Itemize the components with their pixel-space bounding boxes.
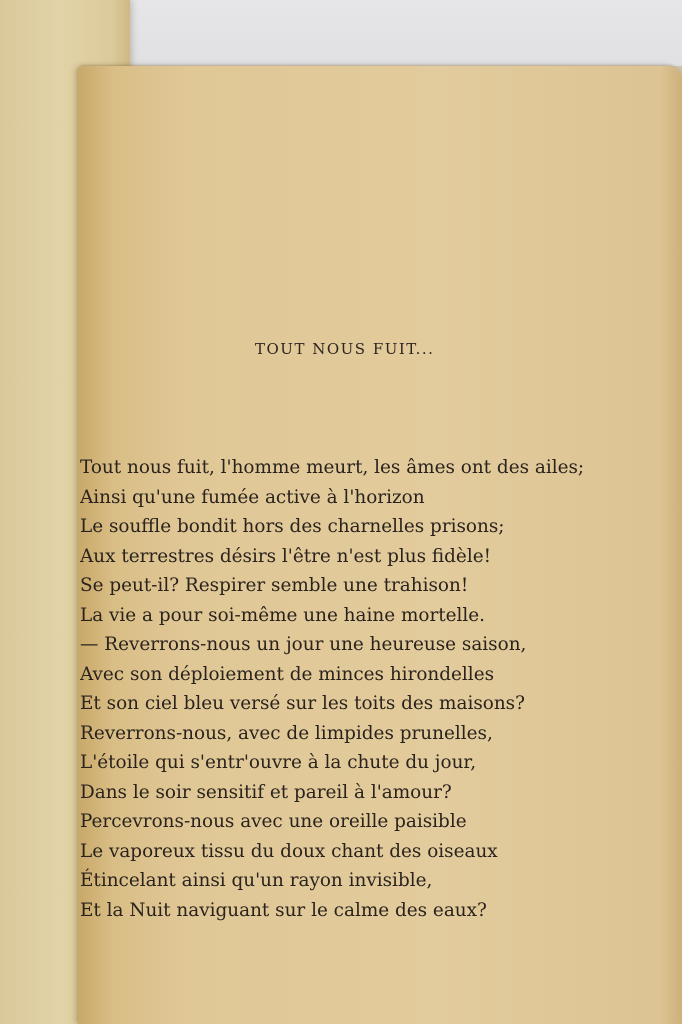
- verse: Ainsi qu'une fumée active à l'horizon: [80, 486, 425, 508]
- verse: Et son ciel bleu versé sur les toits des maisons?: [80, 693, 525, 714]
- verse: Le vaporeux tissu du doux chant des oiseaux: [80, 840, 498, 862]
- page-edge-shadow: [660, 66, 682, 1024]
- verse: La vie a pour soi-même une haine mortelle.: [80, 604, 486, 626]
- verse: — Reverrons-nous un jour une heureuse saison,: [80, 634, 527, 655]
- verse: Étincelant ainsi qu'un rayon invisible,: [80, 870, 433, 891]
- verse: Reverrons-nous, avec de limpides prunelles,: [80, 722, 493, 744]
- verse: Percevrons-nous avec une oreille paisible: [80, 811, 467, 832]
- verse: Aux terrestres désirs l'être n'est plus fidèle!: [80, 545, 491, 567]
- verse: Le souffle bondit hors des charnelles prisons;: [80, 516, 505, 537]
- verse: Tout nous fuit, l'homme meurt, les âmes ont des ailes;: [80, 457, 585, 478]
- verse: Dans le soir sensitif et pareil à l'amour?: [80, 781, 452, 803]
- verse: Se peut-il? Respirer semble une trahison!: [80, 575, 469, 596]
- verse: L'étoile qui s'entr'ouvre à la chute du jour,: [80, 752, 477, 773]
- verse: Et la Nuit naviguant sur le calme des eaux?: [80, 899, 487, 921]
- poem-title: TOUT NOUS FUIT...: [255, 340, 435, 358]
- verse: Avec son déploiement de minces hirondelles: [80, 663, 495, 685]
- poem-body: [80, 453, 660, 925]
